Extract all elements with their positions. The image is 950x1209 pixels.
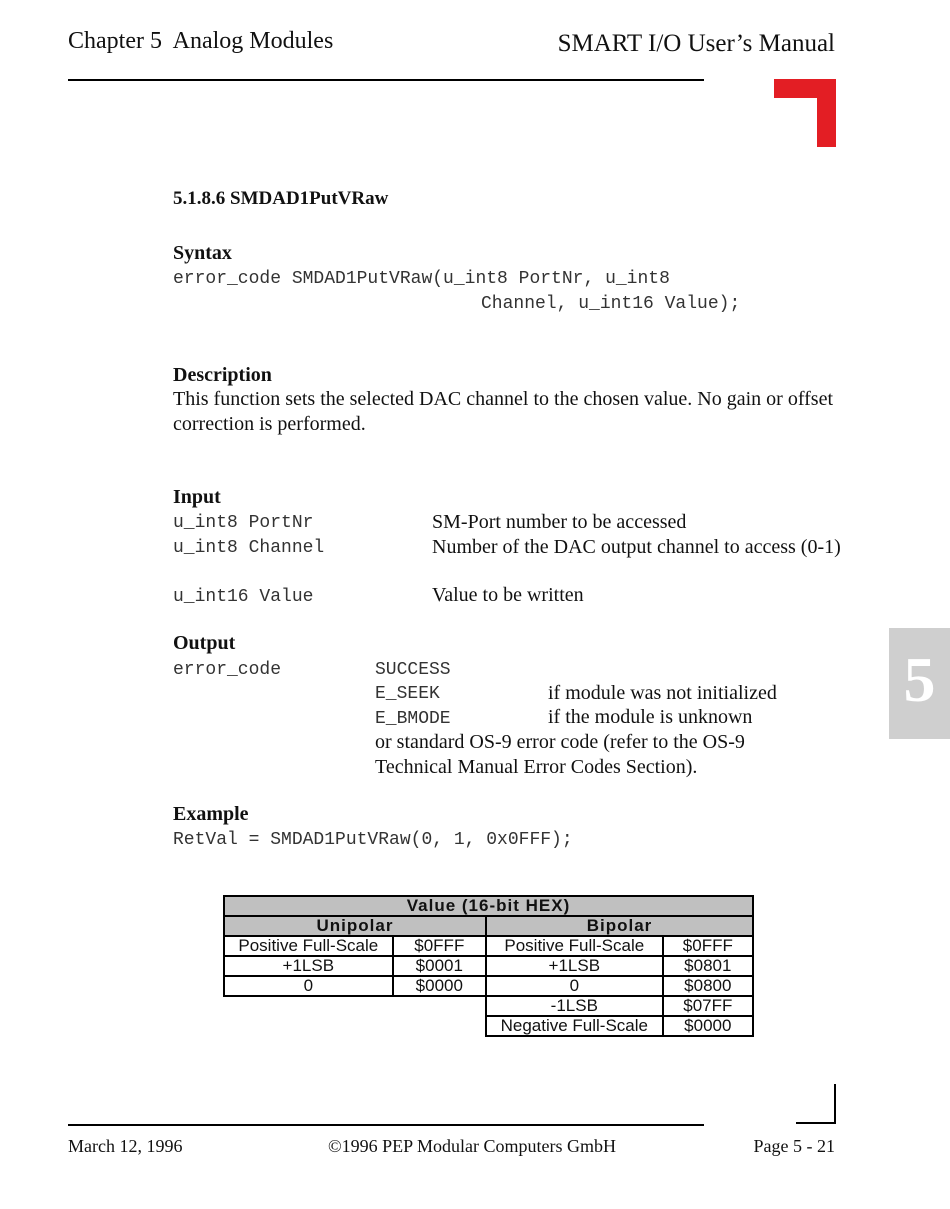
input-param-desc: Value to be written xyxy=(432,584,584,606)
output-code: E_SEEK xyxy=(375,684,440,704)
table-cell: Positive Full-Scale xyxy=(224,936,393,956)
table-row xyxy=(224,916,753,936)
table-cell: $0000 xyxy=(663,1016,753,1036)
table-row xyxy=(224,1016,753,1036)
unipolar-header: Unipolar xyxy=(224,916,486,936)
description-text: This function sets the selected DAC channel to the chosen value. No gain or offset correction is performed. xyxy=(173,388,834,435)
table-row xyxy=(224,996,753,1016)
bipolar-header: Bipolar xyxy=(486,916,753,936)
table-cell: -1LSB xyxy=(486,996,663,1016)
table-cell: 0 xyxy=(486,976,663,996)
table-cell: $0000 xyxy=(393,976,486,996)
table-cell: +1LSB xyxy=(486,956,663,976)
header-chapter: Chapter 5 Analog Modules xyxy=(68,28,334,54)
table-cell: $0800 xyxy=(663,976,753,996)
input-param-desc: SM-Port number to be accessed xyxy=(432,511,687,533)
syntax-heading: Syntax xyxy=(173,242,232,264)
footer-corner-mark-vertical xyxy=(834,1084,836,1124)
footer-rule xyxy=(68,1124,704,1126)
table-row xyxy=(224,896,753,916)
output-code: SUCCESS xyxy=(375,660,451,680)
output-note: or standard OS-9 error code (refer to the OS-9 Technical Manual Error Codes Section). xyxy=(375,731,745,778)
output-code: E_BMODE xyxy=(375,709,451,729)
output-code-desc: if the module is unknown xyxy=(548,706,753,728)
footer-copyright: ©1996 PEP Modular Computers GmbH xyxy=(328,1136,617,1156)
hex-value-table xyxy=(223,895,754,1037)
input-param-desc: Number of the DAC output channel to access (0-1) xyxy=(432,536,841,558)
table-row xyxy=(224,976,753,996)
table-empty-cell xyxy=(393,1016,486,1036)
section-title: 5.1.8.6 SMDAD1PutVRaw xyxy=(173,188,389,209)
table-empty-cell xyxy=(393,996,486,1016)
header-manual-title: SMART I/O User’s Manual xyxy=(557,30,835,57)
header-rule xyxy=(68,79,704,81)
table-cell: Positive Full-Scale xyxy=(486,936,663,956)
input-param-name: u_int8 PortNr xyxy=(173,513,314,533)
table-empty-cell xyxy=(224,996,393,1016)
table-row xyxy=(224,936,753,956)
output-heading: Output xyxy=(173,632,236,654)
table-cell: 0 xyxy=(224,976,393,996)
input-param-name: u_int8 Channel xyxy=(173,538,325,558)
table-empty-cell xyxy=(224,1016,393,1036)
footer-corner-mark xyxy=(796,1122,836,1124)
example-heading: Example xyxy=(173,803,249,825)
input-heading: Input xyxy=(173,486,221,508)
table-cell: +1LSB xyxy=(224,956,393,976)
footer-date: March 12, 1996 xyxy=(68,1136,183,1156)
table-cell: Negative Full-Scale xyxy=(486,1016,663,1036)
footer-page-number: Page 5 - 21 xyxy=(753,1136,835,1156)
table-cell: $0001 xyxy=(393,956,486,976)
description-heading: Description xyxy=(173,364,272,386)
chapter-tab-number: 5 xyxy=(903,644,936,715)
table-cell: $0FFF xyxy=(393,936,486,956)
table-row xyxy=(224,956,753,976)
table-title: Value (16-bit HEX) xyxy=(224,896,753,916)
output-name: error_code xyxy=(173,660,282,680)
syntax-line-2: Channel, u_int16 Value); xyxy=(481,294,741,314)
input-param-name: u_int16 Value xyxy=(173,587,314,607)
output-code-desc: if module was not initialized xyxy=(548,682,777,704)
syntax-line-1: error_code SMDAD1PutVRaw(u_int8 PortNr, u_int8 xyxy=(173,269,670,289)
table-cell: $07FF xyxy=(663,996,753,1016)
example-code: RetVal = SMDAD1PutVRaw(0, 1, 0x0FFF); xyxy=(173,830,573,850)
table-cell: $0801 xyxy=(663,956,753,976)
table-cell: $0FFF xyxy=(663,936,753,956)
red-corner-mark-vertical xyxy=(817,79,836,147)
